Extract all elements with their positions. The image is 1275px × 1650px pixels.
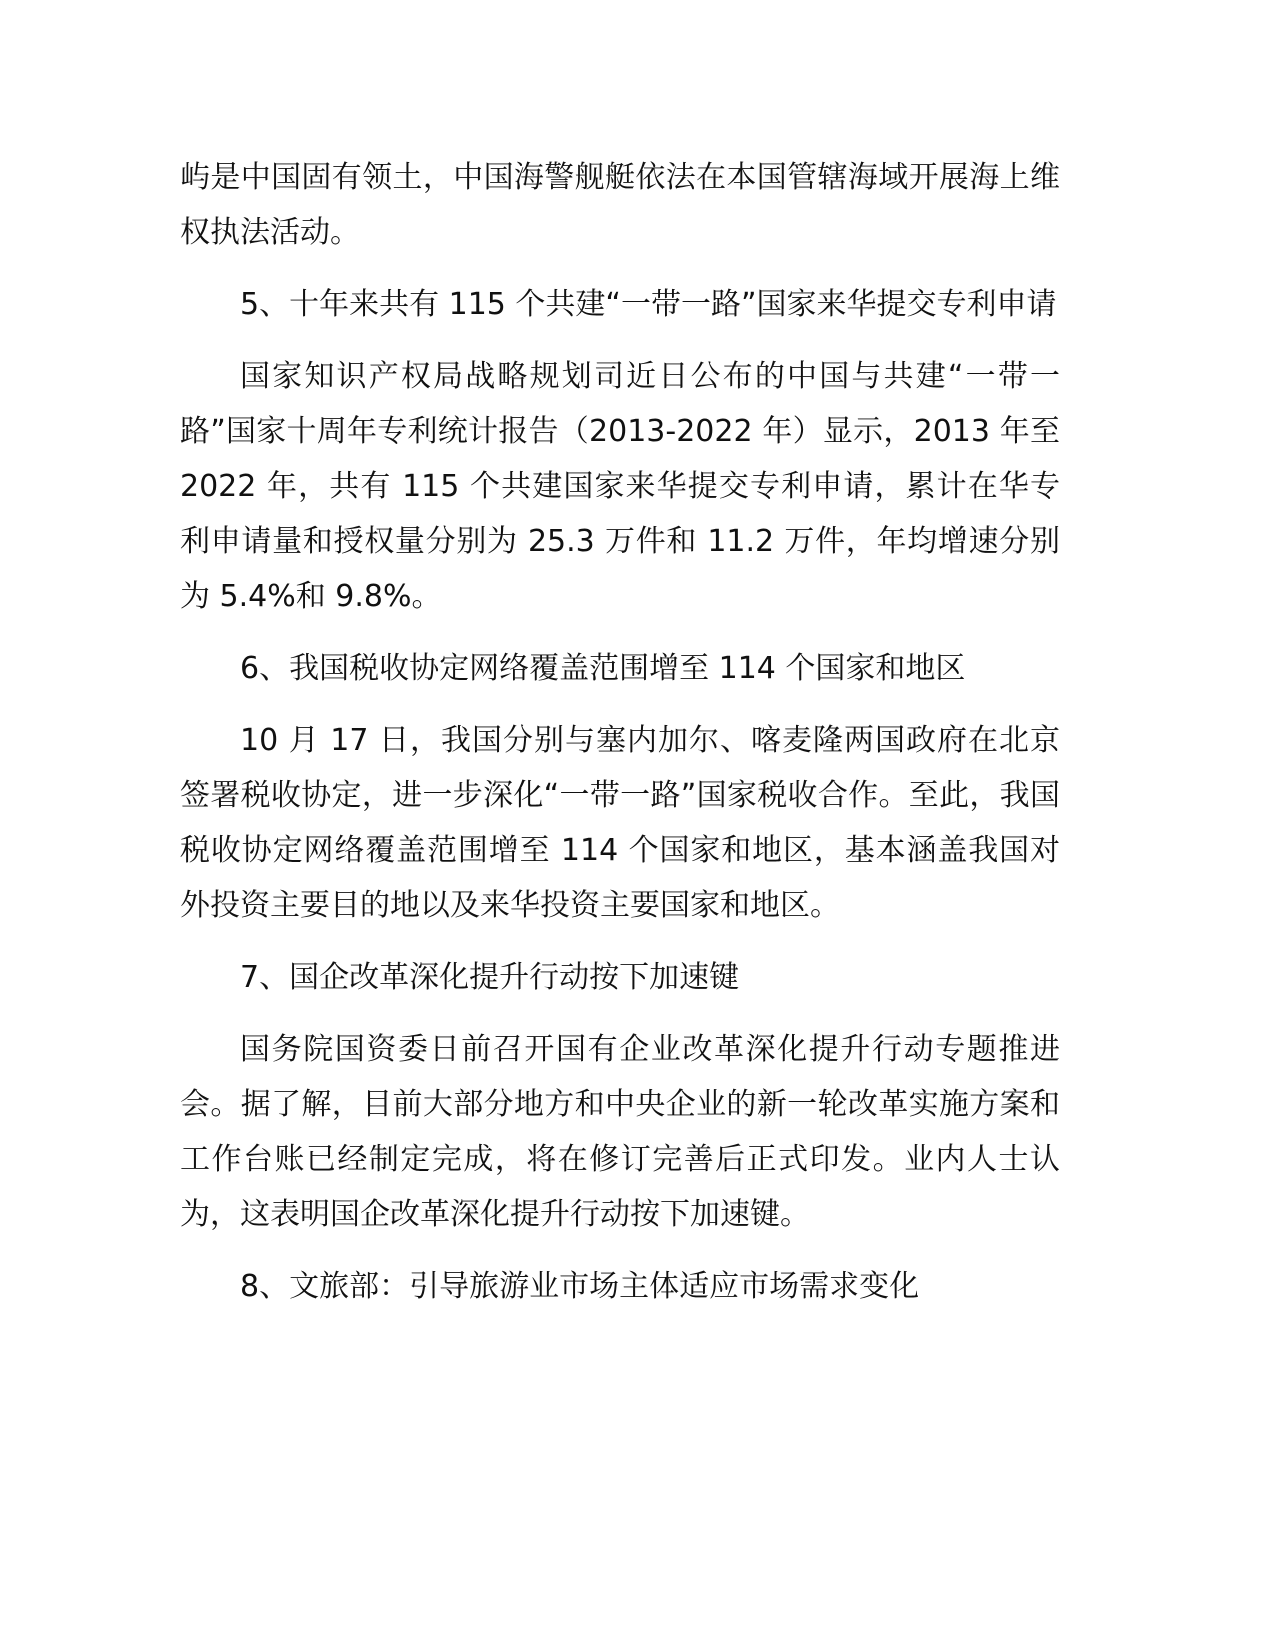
section-heading-6: 6、我国税收协定网络覆盖范围增至 114 个国家和地区 <box>240 651 966 686</box>
section-heading-5: 5、十年来共有 115 个共建“一带一路”国家来华提交专利申请 <box>240 287 1057 322</box>
paragraph-soe-reform: 国务院国资委日前召开国有企业改革深化提升行动专题推进会。据了解，目前大部分地方和中央企业的新一轮改革实施方案和工作台账已经制定完成，将在修订完善后正式印发。业内人士认为，这表明国企改革深化提升行动按下加速键。 <box>180 1032 1060 1232</box>
document-body <box>180 150 1060 1314</box>
paragraph-continuation: 屿是中国固有领土，中国海警舰艇依法在本国管辖海域开展海上维权执法活动。 <box>180 160 1060 250</box>
section-heading-7: 7、国企改革深化提升行动按下加速键 <box>240 960 740 995</box>
section-heading-8: 8、文旅部：引导旅游业市场主体适应市场需求变化 <box>240 1269 920 1304</box>
paragraph-patent-report: 国家知识产权局战略规划司近日公布的中国与共建“一带一路”国家十周年专利统计报告（2013-2022 年）显示，2013 年至 2022 年，共有 115 个共建国家来华提交专利申请，累计在华专利申请量和授权量分别为 25.3 万件和 11.2 万件，年均增速分别为 5.4%和 9.8%。 <box>180 359 1060 614</box>
paragraph-tax-treaty: 10 月 17 日，我国分别与塞内加尔、喀麦隆两国政府在北京签署税收协定，进一步深化“一带一路”国家税收合作。至此，我国税收协定网络覆盖范围增至 114 个国家和地区，基本涵盖我国对外投资主要目的地以及来华投资主要国家和地区。 <box>180 723 1060 923</box>
